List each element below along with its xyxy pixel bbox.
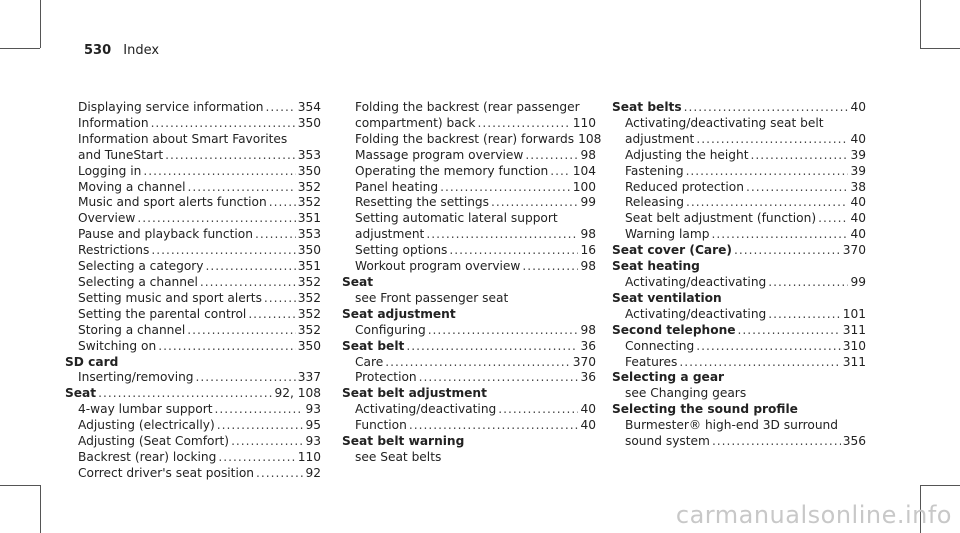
index-entry xyxy=(342,116,596,132)
dot-leader xyxy=(686,195,849,211)
page-reference: 101 xyxy=(842,306,866,321)
index-entry xyxy=(342,148,596,164)
index-entry xyxy=(65,291,321,307)
crop-mark xyxy=(40,0,41,48)
index-column-3 xyxy=(612,100,866,450)
dot-leader xyxy=(751,148,849,164)
entry-text: compartment) back xyxy=(355,115,476,130)
page-reference: 350 xyxy=(297,115,321,130)
entry-text: Music and sport alerts function xyxy=(78,195,267,210)
page-reference: 311 xyxy=(842,322,866,337)
page-reference: 98 xyxy=(580,322,596,337)
crop-mark xyxy=(40,485,41,533)
entry-text: Logging in xyxy=(78,163,142,178)
page-reference: 93 xyxy=(305,402,321,417)
dot-leader xyxy=(686,164,849,180)
entry-text: 4-way lumbar support xyxy=(78,402,213,417)
index-entry xyxy=(65,211,321,227)
dot-leader xyxy=(137,211,295,227)
dot-leader xyxy=(165,148,296,164)
entry-text: Pause and playback function xyxy=(78,227,253,242)
page-reference: 352 xyxy=(297,290,321,305)
page-reference: 39 xyxy=(850,147,866,162)
index-entry xyxy=(65,195,321,211)
index-entry xyxy=(612,180,866,196)
entry-text: Protection xyxy=(355,370,417,385)
page-reference: 36 xyxy=(580,370,596,385)
entry-text: Correct driver's seat position xyxy=(78,465,255,480)
dot-leader xyxy=(426,227,578,243)
dot-leader xyxy=(738,323,841,339)
index-entry xyxy=(342,370,596,386)
entry-text: Panel heating xyxy=(355,179,439,194)
entry-text: Displaying service information xyxy=(78,100,264,114)
entry-text: Seat belt adjustment xyxy=(342,386,487,401)
page-reference: 98 xyxy=(580,259,596,274)
entry-text: Adjusting (Seat Comfort) xyxy=(78,434,230,449)
page-reference: 40 xyxy=(850,131,866,146)
entry-text: Activating/deactivating seat belt xyxy=(625,115,824,130)
dot-leader xyxy=(231,434,303,450)
index-entry xyxy=(612,275,866,291)
dot-leader xyxy=(498,402,578,418)
dot-leader xyxy=(679,355,840,371)
page-reference: 352 xyxy=(297,179,321,194)
entry-text: Resetting the settings xyxy=(355,195,490,210)
index-heading xyxy=(612,243,866,259)
page-reference: 350 xyxy=(297,338,321,353)
entry-text: Releasing xyxy=(625,195,684,210)
page-reference: 104 xyxy=(572,163,596,178)
entry-text: Activating/deactivating xyxy=(625,306,767,321)
index-entry xyxy=(612,339,866,355)
dot-leader xyxy=(187,180,295,196)
index-entry xyxy=(342,227,596,243)
index-entry xyxy=(612,164,866,180)
index-entry xyxy=(612,195,866,211)
page-reference: 92, 108 xyxy=(274,386,321,401)
page-reference: 310 xyxy=(842,338,866,353)
entry-text: Connecting xyxy=(625,338,695,353)
page-reference: 16 xyxy=(580,243,596,258)
page-reference: 354 xyxy=(297,100,321,114)
dot-leader xyxy=(818,211,848,227)
dot-leader xyxy=(248,307,295,323)
dot-leader xyxy=(143,164,295,180)
index-heading xyxy=(65,355,321,371)
entry-text: Folding the backrest (rear passenger xyxy=(355,100,580,114)
page-reference: 350 xyxy=(297,163,321,178)
entry-text: Setting options xyxy=(355,243,448,258)
page-reference: 98 xyxy=(580,227,596,242)
section-title: Index xyxy=(123,43,160,58)
entry-text: Seat belt warning xyxy=(342,434,465,449)
index-entry xyxy=(65,132,321,148)
page-reference: 92 xyxy=(305,465,321,480)
index-column-2 xyxy=(342,100,602,466)
dot-leader xyxy=(406,339,578,355)
index-entry xyxy=(65,370,321,386)
index-entry xyxy=(65,402,321,418)
page-reference: 110 xyxy=(297,449,321,464)
crop-mark xyxy=(920,485,960,486)
entry-text: Configuring xyxy=(355,322,426,337)
entry-text: and TuneStart xyxy=(78,147,164,162)
dot-leader xyxy=(269,195,296,211)
index-entry xyxy=(342,195,596,211)
page-reference: 100 xyxy=(572,179,596,194)
index-entry xyxy=(342,259,596,275)
index-entry xyxy=(612,116,866,132)
page-reference: 352 xyxy=(297,306,321,321)
entry-text: adjustment xyxy=(355,227,425,242)
entry-text: see Front passenger seat xyxy=(355,290,509,305)
entry-text: Seat belt adjustment (function) xyxy=(625,211,817,226)
page-reference: 351 xyxy=(297,211,321,226)
dot-leader xyxy=(478,116,571,132)
entry-text: Folding the backrest (rear) forwards xyxy=(355,131,575,146)
dot-leader xyxy=(200,275,296,291)
page-reference: 356 xyxy=(842,434,866,449)
page-reference: 40 xyxy=(850,195,866,210)
dot-leader xyxy=(255,227,296,243)
dot-leader xyxy=(187,323,295,339)
dot-leader xyxy=(696,132,848,148)
index-heading xyxy=(612,370,866,386)
page-reference: 350 xyxy=(297,243,321,258)
dot-leader xyxy=(768,307,840,323)
entry-text: Workout program overview xyxy=(355,259,521,274)
page-reference: 99 xyxy=(580,195,596,210)
entry-text: see Changing gears xyxy=(625,386,747,401)
page-reference: 370 xyxy=(572,354,596,369)
page-reference: 38 xyxy=(850,179,866,194)
dot-leader xyxy=(151,116,296,132)
entry-text: Burmester® high-end 3D surround xyxy=(625,418,839,433)
index-heading xyxy=(612,323,866,339)
index-heading xyxy=(612,259,866,275)
page-reference: 370 xyxy=(842,243,866,258)
entry-text: Selecting a channel xyxy=(78,274,198,289)
index-entry xyxy=(65,323,321,339)
index-entry xyxy=(612,386,866,402)
page-reference: 353 xyxy=(297,147,321,162)
entry-text: Seat xyxy=(65,386,97,401)
entry-text: Seat xyxy=(342,274,374,289)
index-entry xyxy=(342,291,596,307)
index-entry xyxy=(612,132,866,148)
index-entry xyxy=(65,148,321,164)
entry-text: Overview xyxy=(78,211,136,226)
entry-text: Selecting a category xyxy=(78,259,204,274)
index-entry xyxy=(342,180,596,196)
index-entry xyxy=(342,211,596,227)
index-entry xyxy=(65,116,321,132)
entry-text: Moving a channel xyxy=(78,179,186,194)
entry-text: Massage program overview xyxy=(355,147,524,162)
dot-leader xyxy=(491,195,578,211)
page-reference: 353 xyxy=(297,227,321,242)
dot-leader xyxy=(266,100,296,116)
dot-leader xyxy=(385,355,571,371)
dot-leader xyxy=(734,243,841,259)
index-entry xyxy=(65,164,321,180)
dot-leader xyxy=(684,100,849,116)
dot-leader xyxy=(525,148,578,164)
index-heading xyxy=(342,307,596,323)
entry-text: Restrictions xyxy=(78,243,150,258)
dot-leader xyxy=(746,180,849,196)
entry-text: Operating the memory function xyxy=(355,163,549,178)
page-reference: 40 xyxy=(580,418,596,433)
index-entry xyxy=(65,259,321,275)
page-reference: 311 xyxy=(842,354,866,369)
entry-text: Fastening xyxy=(625,163,684,178)
page-reference: 40 xyxy=(850,227,866,242)
entry-text: SD card xyxy=(65,354,119,369)
crop-mark xyxy=(920,48,960,49)
entry-text: adjustment xyxy=(625,131,695,146)
page-reference: 95 xyxy=(305,418,321,433)
dot-leader xyxy=(696,339,840,355)
watermark-text: carmanualsonline.info xyxy=(675,501,952,529)
index-entry xyxy=(65,180,321,196)
index-heading xyxy=(342,434,596,450)
index-entry xyxy=(612,355,866,371)
entry-text: Information xyxy=(78,115,149,130)
page-reference: 352 xyxy=(297,322,321,337)
index-entry xyxy=(342,450,596,466)
page-reference: 98 xyxy=(580,147,596,162)
page-reference: 40 xyxy=(850,211,866,226)
dot-leader xyxy=(428,323,579,339)
index-entry xyxy=(612,418,866,434)
crop-mark xyxy=(0,485,40,486)
entry-text: Information about Smart Favorites xyxy=(78,131,288,146)
page-reference: 40 xyxy=(850,100,866,114)
index-heading xyxy=(612,402,866,418)
entry-text: Inserting/removing xyxy=(78,370,194,385)
entry-text: Backrest (rear) locking xyxy=(78,449,217,464)
index-entry xyxy=(65,450,321,466)
entry-text: Seat ventilation xyxy=(612,290,722,305)
dot-leader xyxy=(711,227,848,243)
entry-text: Seat belt xyxy=(342,338,405,353)
dot-leader xyxy=(409,418,579,434)
entry-text: Setting music and sport alerts xyxy=(78,290,262,305)
page-reference: 351 xyxy=(297,259,321,274)
index-entry xyxy=(342,164,596,180)
index-entry xyxy=(65,418,321,434)
entry-text: Adjusting the height xyxy=(625,147,749,162)
index-heading xyxy=(65,386,321,402)
entry-text: Setting the parental control xyxy=(78,306,247,321)
dot-leader xyxy=(206,259,296,275)
dot-leader xyxy=(712,434,841,450)
index-heading xyxy=(612,100,866,116)
dot-leader xyxy=(158,339,296,355)
entry-text: Reduced protection xyxy=(625,179,744,194)
dot-leader xyxy=(522,259,578,275)
index-entry xyxy=(342,323,596,339)
dot-leader xyxy=(218,450,295,466)
dot-leader xyxy=(151,243,295,259)
index-entry xyxy=(342,418,596,434)
entry-text: Second telephone xyxy=(612,322,736,337)
page-header xyxy=(84,43,159,58)
entry-text: Selecting the sound profile xyxy=(612,402,798,417)
page-reference: 352 xyxy=(297,195,321,210)
index-entry xyxy=(612,211,866,227)
index-entry xyxy=(65,307,321,323)
index-entry xyxy=(612,307,866,323)
entry-text: Storing a channel xyxy=(78,322,186,337)
crop-mark xyxy=(920,0,921,48)
dot-leader xyxy=(98,386,272,402)
index-entry xyxy=(342,402,596,418)
entry-text: Setting automatic lateral support xyxy=(355,211,558,226)
index-entry xyxy=(65,275,321,291)
dot-leader xyxy=(550,164,570,180)
dot-leader xyxy=(768,275,848,291)
entry-text: Seat cover (Care) xyxy=(612,243,732,258)
index-entry xyxy=(65,339,321,355)
dot-leader xyxy=(440,180,571,196)
crop-mark xyxy=(0,48,40,49)
index-entry xyxy=(342,355,596,371)
entry-text: sound system xyxy=(625,434,710,449)
index-entry xyxy=(612,434,866,450)
entry-text: Features xyxy=(625,354,678,369)
index-entry xyxy=(342,243,596,259)
entry-text: Activating/deactivating xyxy=(625,274,767,289)
page-reference: 108 xyxy=(578,131,602,146)
dot-leader xyxy=(419,370,579,386)
dot-leader xyxy=(217,418,304,434)
index-entry xyxy=(612,148,866,164)
page-reference: 352 xyxy=(297,274,321,289)
index-entry xyxy=(65,100,321,116)
entry-text: Function xyxy=(355,418,407,433)
page-reference: 93 xyxy=(305,434,321,449)
index-entry xyxy=(342,100,596,116)
page-reference: 39 xyxy=(850,163,866,178)
index-entry xyxy=(342,131,602,148)
index-heading xyxy=(342,275,596,291)
dot-leader xyxy=(256,466,303,482)
dot-leader xyxy=(215,402,304,418)
index-entry xyxy=(65,243,321,259)
entry-text: Switching on xyxy=(78,338,157,353)
dot-leader xyxy=(196,370,296,386)
page-number: 530 xyxy=(84,43,112,58)
index-heading xyxy=(342,386,596,402)
page-reference: 99 xyxy=(850,274,866,289)
entry-text: Seat belts xyxy=(612,100,682,114)
page-reference: 40 xyxy=(580,402,596,417)
index-entry xyxy=(65,227,321,243)
index-entry xyxy=(612,227,866,243)
entry-text: Adjusting (electrically) xyxy=(78,418,215,433)
page-reference: 110 xyxy=(572,115,596,130)
index-column-1 xyxy=(65,100,321,482)
entry-text: see Seat belts xyxy=(355,449,442,464)
dot-leader xyxy=(264,291,296,307)
entry-text: Warning lamp xyxy=(625,227,710,242)
entry-text: Selecting a gear xyxy=(612,370,725,385)
index-entry xyxy=(65,466,321,482)
entry-text: Activating/deactivating xyxy=(355,402,497,417)
index-heading xyxy=(342,339,596,355)
entry-text: Care xyxy=(355,354,384,369)
entry-text: Seat heating xyxy=(612,259,700,274)
entry-text: Seat adjustment xyxy=(342,306,456,321)
dot-leader xyxy=(449,243,578,259)
page-reference: 36 xyxy=(580,338,596,353)
index-entry xyxy=(65,434,321,450)
index-heading xyxy=(612,291,866,307)
page-reference: 337 xyxy=(297,370,321,385)
